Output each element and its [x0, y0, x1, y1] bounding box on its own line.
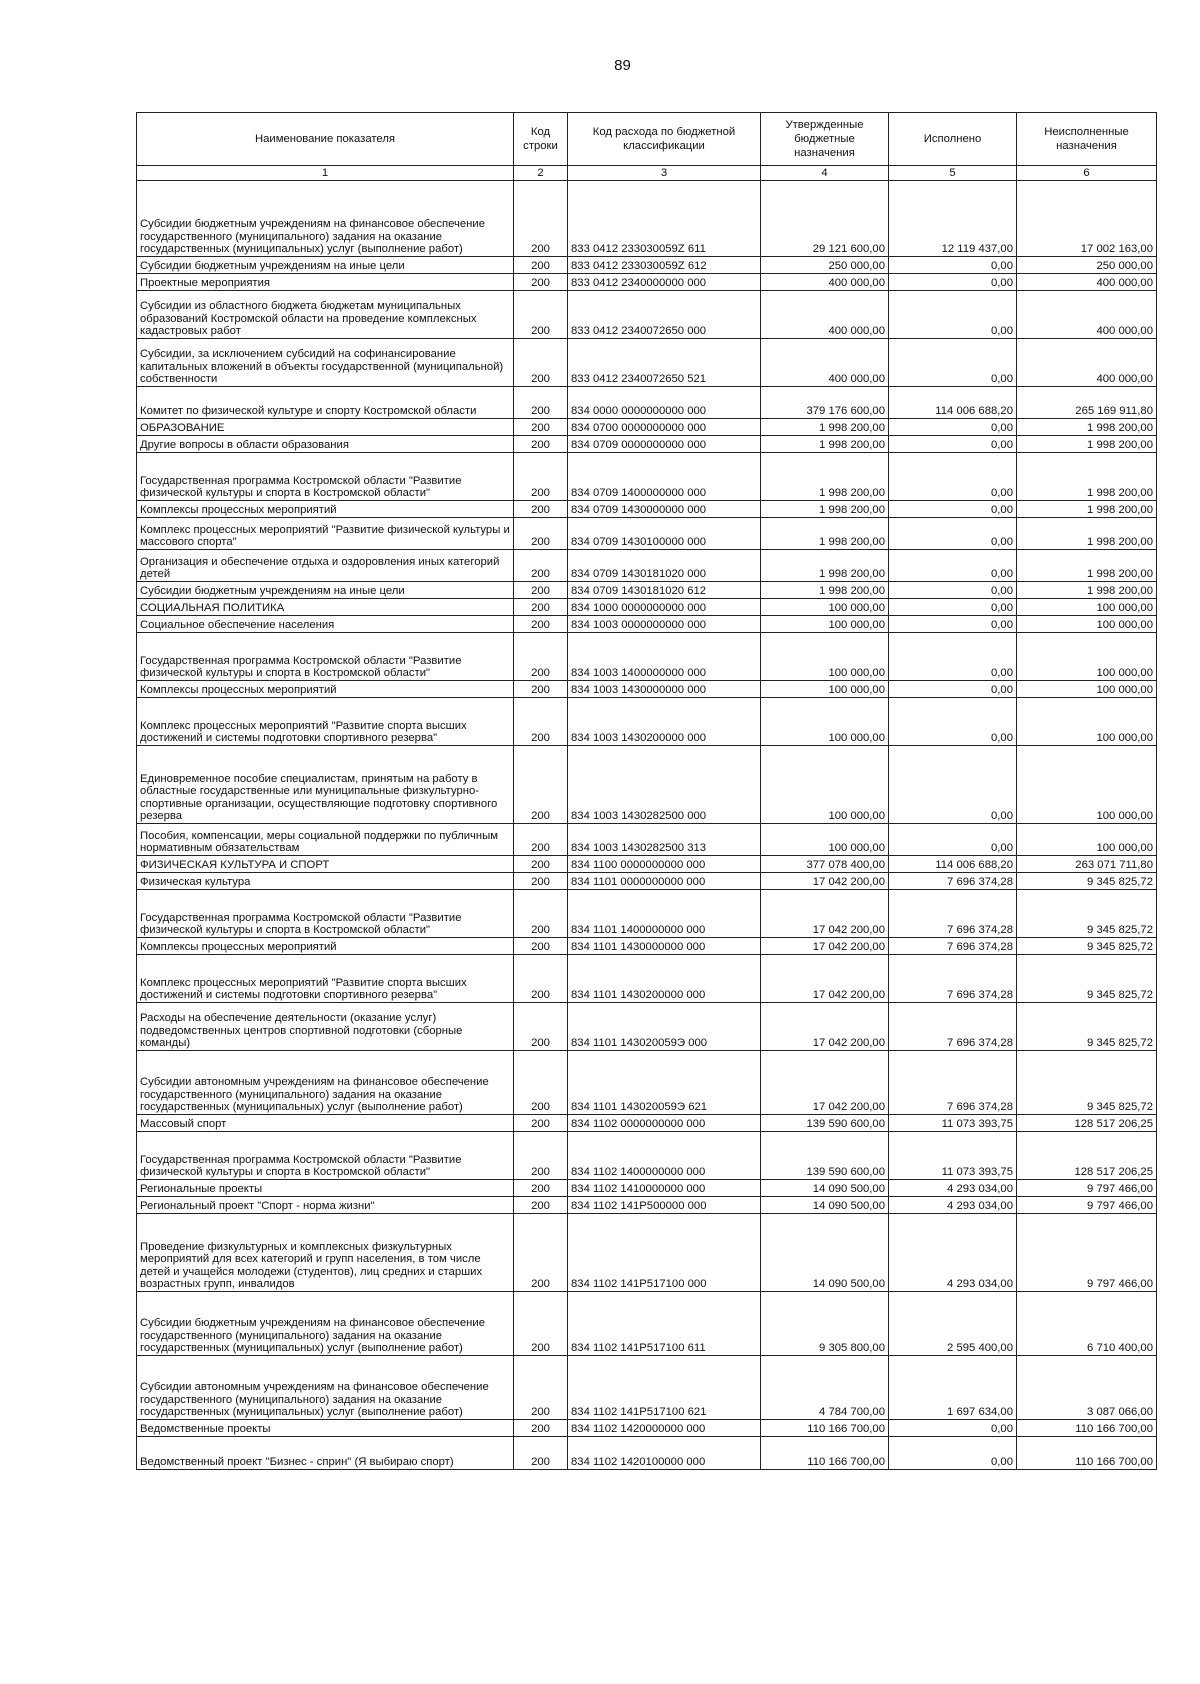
- cell-executed: 1 697 634,00: [889, 1356, 1017, 1420]
- cell-name: Проведение физкультурных и комплексных физкультурных мероприятий для всех категорий и групп населения, в том числе детей и учащейся молодежи (студентов), лиц средних и старших возрастных групп, инвалидов: [137, 1214, 514, 1292]
- cell-unexecuted: 100 000,00: [1017, 698, 1157, 746]
- cell-line-code: 200: [514, 856, 568, 873]
- cell-executed: 11 073 393,75: [889, 1115, 1017, 1132]
- cell-approved: 14 090 500,00: [761, 1214, 889, 1292]
- cell-line-code: 200: [514, 291, 568, 339]
- cell-approved: 100 000,00: [761, 633, 889, 681]
- cell-line-code: 200: [514, 1051, 568, 1115]
- cell-unexecuted: 9 345 825,72: [1017, 1003, 1157, 1051]
- table-body: [137, 181, 1157, 1470]
- cell-classification-code: 833 0412 2340072650 000: [568, 291, 761, 339]
- cell-unexecuted: 1 998 200,00: [1017, 419, 1157, 436]
- cell-classification-code: 834 0709 0000000000 000: [568, 436, 761, 453]
- cell-approved: 400 000,00: [761, 274, 889, 291]
- cell-approved: 1 998 200,00: [761, 582, 889, 599]
- table-row: [137, 274, 1157, 291]
- cell-line-code: 200: [514, 1292, 568, 1356]
- cell-classification-code: 834 1101 1430200000 000: [568, 955, 761, 1003]
- table-row: [137, 616, 1157, 633]
- cell-unexecuted: 1 998 200,00: [1017, 518, 1157, 550]
- column-number: 4: [761, 166, 889, 181]
- cell-approved: 379 176 600,00: [761, 387, 889, 419]
- table-row: [137, 181, 1157, 257]
- cell-approved: 100 000,00: [761, 698, 889, 746]
- table-row: [137, 257, 1157, 274]
- cell-approved: 100 000,00: [761, 616, 889, 633]
- cell-approved: 400 000,00: [761, 339, 889, 387]
- cell-line-code: 200: [514, 873, 568, 890]
- cell-classification-code: 833 0412 233030059Z 611: [568, 181, 761, 257]
- cell-executed: 0,00: [889, 501, 1017, 518]
- cell-name: Субсидии, за исключением субсидий на софинансирование капитальных вложений в объекты государственной (муниципальной) собственности: [137, 339, 514, 387]
- cell-line-code: 200: [514, 1356, 568, 1420]
- cell-name: Организация и обеспечение отдыха и оздоровления иных категорий детей: [137, 550, 514, 582]
- cell-executed: 0,00: [889, 339, 1017, 387]
- cell-executed: 114 006 688,20: [889, 856, 1017, 873]
- cell-approved: 17 042 200,00: [761, 955, 889, 1003]
- cell-name: Комплексы процессных мероприятий: [137, 938, 514, 955]
- cell-unexecuted: 250 000,00: [1017, 257, 1157, 274]
- cell-line-code: 200: [514, 1214, 568, 1292]
- cell-classification-code: 833 0412 2340072650 521: [568, 339, 761, 387]
- cell-executed: 0,00: [889, 518, 1017, 550]
- cell-classification-code: 834 0709 1430181020 000: [568, 550, 761, 582]
- cell-executed: 0,00: [889, 824, 1017, 856]
- cell-line-code: 200: [514, 419, 568, 436]
- column-number: 1: [137, 166, 514, 181]
- table-row: [137, 1214, 1157, 1292]
- cell-name: Комплекс процессных мероприятий "Развитие спорта высших достижений и системы подготовки спортивного резерва": [137, 955, 514, 1003]
- table-row: [137, 1420, 1157, 1437]
- cell-classification-code: 834 1003 1430282500 313: [568, 824, 761, 856]
- table-row: [137, 1292, 1157, 1356]
- cell-approved: 377 078 400,00: [761, 856, 889, 873]
- cell-approved: 1 998 200,00: [761, 453, 889, 501]
- cell-approved: 110 166 700,00: [761, 1420, 889, 1437]
- cell-classification-code: 834 1000 0000000000 000: [568, 599, 761, 616]
- cell-executed: 2 595 400,00: [889, 1292, 1017, 1356]
- cell-unexecuted: 100 000,00: [1017, 824, 1157, 856]
- cell-approved: 29 121 600,00: [761, 181, 889, 257]
- table-row: [137, 1051, 1157, 1115]
- cell-name: Комплекс процессных мероприятий "Развитие физической культуры и массового спорта": [137, 518, 514, 550]
- cell-line-code: 200: [514, 257, 568, 274]
- cell-unexecuted: 17 002 163,00: [1017, 181, 1157, 257]
- cell-executed: 0,00: [889, 698, 1017, 746]
- cell-approved: 1 998 200,00: [761, 518, 889, 550]
- cell-executed: 0,00: [889, 274, 1017, 291]
- cell-approved: 139 590 600,00: [761, 1132, 889, 1180]
- cell-unexecuted: 9 797 466,00: [1017, 1180, 1157, 1197]
- cell-classification-code: 834 1003 1430200000 000: [568, 698, 761, 746]
- table-row: [137, 633, 1157, 681]
- column-number: 3: [568, 166, 761, 181]
- column-number: 2: [514, 166, 568, 181]
- cell-unexecuted: 1 998 200,00: [1017, 550, 1157, 582]
- table-row: [137, 1132, 1157, 1180]
- cell-name: Субсидии бюджетным учреждениям на иные цели: [137, 257, 514, 274]
- cell-unexecuted: 100 000,00: [1017, 681, 1157, 698]
- cell-line-code: 200: [514, 698, 568, 746]
- cell-name: Государственная программа Костромской области "Развитие физической культуры и спорта в Костромской области": [137, 633, 514, 681]
- cell-approved: 100 000,00: [761, 599, 889, 616]
- cell-line-code: 200: [514, 387, 568, 419]
- cell-executed: 7 696 374,28: [889, 1051, 1017, 1115]
- cell-name: Пособия, компенсации, меры социальной поддержки по публичным нормативным обязательствам: [137, 824, 514, 856]
- table-row: [137, 873, 1157, 890]
- cell-line-code: 200: [514, 633, 568, 681]
- table-row: [137, 938, 1157, 955]
- cell-line-code: 200: [514, 746, 568, 824]
- cell-executed: 0,00: [889, 453, 1017, 501]
- cell-approved: 1 998 200,00: [761, 419, 889, 436]
- cell-classification-code: 834 1003 0000000000 000: [568, 616, 761, 633]
- cell-unexecuted: 3 087 066,00: [1017, 1356, 1157, 1420]
- cell-name: Физическая культура: [137, 873, 514, 890]
- cell-executed: 4 293 034,00: [889, 1180, 1017, 1197]
- cell-unexecuted: 400 000,00: [1017, 291, 1157, 339]
- header-approved: Утвержденные бюджетные назначения: [761, 113, 889, 166]
- cell-approved: 4 784 700,00: [761, 1356, 889, 1420]
- cell-classification-code: 834 1102 1410000000 000: [568, 1180, 761, 1197]
- cell-line-code: 200: [514, 890, 568, 938]
- cell-line-code: 200: [514, 1003, 568, 1051]
- cell-line-code: 200: [514, 274, 568, 291]
- cell-executed: 0,00: [889, 582, 1017, 599]
- cell-approved: 1 998 200,00: [761, 501, 889, 518]
- cell-classification-code: 834 0709 1430000000 000: [568, 501, 761, 518]
- cell-line-code: 200: [514, 582, 568, 599]
- cell-unexecuted: 265 169 911,80: [1017, 387, 1157, 419]
- cell-classification-code: 834 1003 1430282500 000: [568, 746, 761, 824]
- cell-line-code: 200: [514, 550, 568, 582]
- header-executed: Исполнено: [889, 113, 1017, 166]
- cell-name: Государственная программа Костромской области "Развитие физической культуры и спорта в Костромской области": [137, 1132, 514, 1180]
- cell-name: Единовременное пособие специалистам, принятым на работу в областные государственные или муниципальные физкультурно-спортивные организации, осуществляющие подготовку спортивного резерва: [137, 746, 514, 824]
- table-row: [137, 955, 1157, 1003]
- cell-executed: 7 696 374,28: [889, 938, 1017, 955]
- cell-name: Расходы на обеспечение деятельности (оказание услуг) подведомственных центров спортивной подготовки (сборные команды): [137, 1003, 514, 1051]
- cell-classification-code: 834 0709 1400000000 000: [568, 453, 761, 501]
- cell-name: Субсидии автономным учреждениям на финансовое обеспечение государственного (муниципального) задания на оказание государственных (муниципальных) услуг (выполнение работ): [137, 1051, 514, 1115]
- cell-name: Государственная программа Костромской области "Развитие физической культуры и спорта в Костромской области": [137, 453, 514, 501]
- cell-approved: 100 000,00: [761, 824, 889, 856]
- cell-line-code: 200: [514, 518, 568, 550]
- cell-approved: 400 000,00: [761, 291, 889, 339]
- cell-classification-code: 834 1100 0000000000 000: [568, 856, 761, 873]
- cell-approved: 17 042 200,00: [761, 1051, 889, 1115]
- cell-executed: 0,00: [889, 681, 1017, 698]
- cell-unexecuted: 1 998 200,00: [1017, 453, 1157, 501]
- budget-execution-table: [136, 112, 1157, 1470]
- cell-classification-code: 834 1101 1430000000 000: [568, 938, 761, 955]
- table-row: [137, 890, 1157, 938]
- table-row: [137, 1356, 1157, 1420]
- cell-name: Ведомственный проект "Бизнес - cприн" (Я выбираю спорт): [137, 1437, 514, 1470]
- cell-classification-code: 834 1102 141P517100 611: [568, 1292, 761, 1356]
- table-row: [137, 419, 1157, 436]
- table-row: [137, 339, 1157, 387]
- column-number: 6: [1017, 166, 1157, 181]
- table-row: [137, 599, 1157, 616]
- table-row: [137, 501, 1157, 518]
- table-row: [137, 1003, 1157, 1051]
- table-row: [137, 291, 1157, 339]
- cell-unexecuted: 9 797 466,00: [1017, 1197, 1157, 1214]
- cell-line-code: 200: [514, 681, 568, 698]
- cell-name: Региональный проект "Спорт - норма жизни": [137, 1197, 514, 1214]
- cell-line-code: 200: [514, 339, 568, 387]
- cell-executed: 0,00: [889, 599, 1017, 616]
- cell-name: Социальное обеспечение населения: [137, 616, 514, 633]
- header-name: Наименование показателя: [137, 113, 514, 166]
- cell-executed: 4 293 034,00: [889, 1214, 1017, 1292]
- table-row: [137, 453, 1157, 501]
- cell-name: СОЦИАЛЬНАЯ ПОЛИТИКА: [137, 599, 514, 616]
- table-row: [137, 1437, 1157, 1470]
- header-unexecuted: Неисполненные назначения: [1017, 113, 1157, 166]
- cell-unexecuted: 128 517 206,25: [1017, 1132, 1157, 1180]
- cell-name: ОБРАЗОВАНИЕ: [137, 419, 514, 436]
- cell-unexecuted: 110 166 700,00: [1017, 1420, 1157, 1437]
- cell-executed: 0,00: [889, 419, 1017, 436]
- cell-approved: 17 042 200,00: [761, 873, 889, 890]
- cell-unexecuted: 110 166 700,00: [1017, 1437, 1157, 1470]
- cell-approved: 100 000,00: [761, 746, 889, 824]
- cell-executed: 0,00: [889, 257, 1017, 274]
- cell-unexecuted: 100 000,00: [1017, 746, 1157, 824]
- cell-classification-code: 834 1102 141P517100 621: [568, 1356, 761, 1420]
- cell-unexecuted: 100 000,00: [1017, 633, 1157, 681]
- cell-line-code: 200: [514, 616, 568, 633]
- cell-name: Субсидии бюджетным учреждениям на иные цели: [137, 582, 514, 599]
- cell-name: Государственная программа Костромской области "Развитие физической культуры и спорта в Костромской области": [137, 890, 514, 938]
- cell-approved: 110 166 700,00: [761, 1437, 889, 1470]
- cell-line-code: 200: [514, 1420, 568, 1437]
- cell-unexecuted: 9 797 466,00: [1017, 1214, 1157, 1292]
- cell-classification-code: 834 1102 1400000000 000: [568, 1132, 761, 1180]
- table-row: [137, 550, 1157, 582]
- cell-classification-code: 834 1003 1430000000 000: [568, 681, 761, 698]
- cell-classification-code: 834 1102 141P500000 000: [568, 1197, 761, 1214]
- cell-classification-code: 834 1102 141P517100 000: [568, 1214, 761, 1292]
- table-row: [137, 518, 1157, 550]
- cell-approved: 17 042 200,00: [761, 890, 889, 938]
- column-number: 5: [889, 166, 1017, 181]
- cell-line-code: 200: [514, 938, 568, 955]
- cell-executed: 0,00: [889, 550, 1017, 582]
- cell-name: Субсидии бюджетным учреждениям на финансовое обеспечение государственного (муниципального) задания на оказание государственных (муниципальных) услуг (выполнение работ): [137, 1292, 514, 1356]
- cell-name: Массовый спорт: [137, 1115, 514, 1132]
- cell-line-code: 200: [514, 1437, 568, 1470]
- table-row: [137, 681, 1157, 698]
- cell-line-code: 200: [514, 436, 568, 453]
- cell-approved: 1 998 200,00: [761, 550, 889, 582]
- cell-line-code: 200: [514, 1115, 568, 1132]
- cell-name: Комплекс процессных мероприятий "Развитие спорта высших достижений и системы подготовки спортивного резерва": [137, 698, 514, 746]
- cell-name: Региональные проекты: [137, 1180, 514, 1197]
- cell-classification-code: 834 1101 143020059Э 621: [568, 1051, 761, 1115]
- cell-approved: 17 042 200,00: [761, 1003, 889, 1051]
- cell-approved: 100 000,00: [761, 681, 889, 698]
- cell-classification-code: 833 0412 233030059Z 612: [568, 257, 761, 274]
- cell-approved: 14 090 500,00: [761, 1180, 889, 1197]
- cell-classification-code: 834 1003 1400000000 000: [568, 633, 761, 681]
- cell-unexecuted: 1 998 200,00: [1017, 501, 1157, 518]
- cell-executed: 0,00: [889, 1437, 1017, 1470]
- cell-line-code: 200: [514, 1180, 568, 1197]
- cell-executed: 0,00: [889, 746, 1017, 824]
- cell-approved: 250 000,00: [761, 257, 889, 274]
- table-row: [137, 1197, 1157, 1214]
- cell-executed: 0,00: [889, 436, 1017, 453]
- page-number: 89: [614, 57, 631, 74]
- table-row: [137, 698, 1157, 746]
- table-row: [137, 856, 1157, 873]
- cell-executed: 4 293 034,00: [889, 1197, 1017, 1214]
- cell-classification-code: 834 1102 0000000000 000: [568, 1115, 761, 1132]
- cell-executed: 11 073 393,75: [889, 1132, 1017, 1180]
- cell-approved: 139 590 600,00: [761, 1115, 889, 1132]
- cell-classification-code: 833 0412 2340000000 000: [568, 274, 761, 291]
- cell-line-code: 200: [514, 453, 568, 501]
- cell-unexecuted: 100 000,00: [1017, 616, 1157, 633]
- table-row: [137, 387, 1157, 419]
- cell-name: Субсидии автономным учреждениям на финансовое обеспечение государственного (муниципального) задания на оказание государственных (муниципальных) услуг (выполнение работ): [137, 1356, 514, 1420]
- cell-unexecuted: 1 998 200,00: [1017, 582, 1157, 599]
- cell-name: Ведомственные проекты: [137, 1420, 514, 1437]
- cell-name: Субсидии из областного бюджета бюджетам муниципальных образований Костромской области на проведение комплексных кадастровых работ: [137, 291, 514, 339]
- cell-classification-code: 834 0709 1430181020 612: [568, 582, 761, 599]
- cell-classification-code: 834 1101 143020059Э 000: [568, 1003, 761, 1051]
- cell-unexecuted: 9 345 825,72: [1017, 955, 1157, 1003]
- cell-executed: 114 006 688,20: [889, 387, 1017, 419]
- cell-line-code: 200: [514, 824, 568, 856]
- cell-executed: 0,00: [889, 291, 1017, 339]
- cell-unexecuted: 9 345 825,72: [1017, 1051, 1157, 1115]
- cell-approved: 1 998 200,00: [761, 436, 889, 453]
- cell-line-code: 200: [514, 955, 568, 1003]
- cell-line-code: 200: [514, 1197, 568, 1214]
- table-row: [137, 1115, 1157, 1132]
- cell-classification-code: 834 0700 0000000000 000: [568, 419, 761, 436]
- header-row: [137, 113, 1157, 166]
- cell-name: Другие вопросы в области образования: [137, 436, 514, 453]
- cell-unexecuted: 9 345 825,72: [1017, 938, 1157, 955]
- cell-unexecuted: 400 000,00: [1017, 274, 1157, 291]
- table-row: [137, 746, 1157, 824]
- cell-line-code: 200: [514, 501, 568, 518]
- cell-unexecuted: 6 710 400,00: [1017, 1292, 1157, 1356]
- cell-unexecuted: 9 345 825,72: [1017, 890, 1157, 938]
- table-row: [137, 1180, 1157, 1197]
- cell-unexecuted: 263 071 711,80: [1017, 856, 1157, 873]
- cell-name: Комитет по физической культуре и спорту Костромской области: [137, 387, 514, 419]
- cell-unexecuted: 1 998 200,00: [1017, 436, 1157, 453]
- cell-classification-code: 834 0000 0000000000 000: [568, 387, 761, 419]
- table-row: [137, 436, 1157, 453]
- cell-approved: 9 305 800,00: [761, 1292, 889, 1356]
- cell-line-code: 200: [514, 181, 568, 257]
- cell-classification-code: 834 1102 1420000000 000: [568, 1420, 761, 1437]
- cell-executed: 0,00: [889, 633, 1017, 681]
- cell-executed: 12 119 437,00: [889, 181, 1017, 257]
- cell-executed: 7 696 374,28: [889, 955, 1017, 1003]
- cell-classification-code: 834 1101 0000000000 000: [568, 873, 761, 890]
- table-row: [137, 582, 1157, 599]
- column-number-row: [137, 166, 1157, 181]
- cell-name: Проектные мероприятия: [137, 274, 514, 291]
- cell-unexecuted: 100 000,00: [1017, 599, 1157, 616]
- cell-unexecuted: 400 000,00: [1017, 339, 1157, 387]
- cell-classification-code: 834 1101 1400000000 000: [568, 890, 761, 938]
- cell-approved: 17 042 200,00: [761, 938, 889, 955]
- cell-classification-code: 834 0709 1430100000 000: [568, 518, 761, 550]
- cell-name: Комплексы процессных мероприятий: [137, 501, 514, 518]
- cell-name: Комплексы процессных мероприятий: [137, 681, 514, 698]
- cell-executed: 0,00: [889, 616, 1017, 633]
- cell-executed: 7 696 374,28: [889, 890, 1017, 938]
- cell-executed: 7 696 374,28: [889, 873, 1017, 890]
- cell-line-code: 200: [514, 599, 568, 616]
- cell-executed: 0,00: [889, 1420, 1017, 1437]
- header-line-code: Код строки: [514, 113, 568, 166]
- cell-unexecuted: 9 345 825,72: [1017, 873, 1157, 890]
- cell-name: ФИЗИЧЕСКАЯ КУЛЬТУРА И СПОРТ: [137, 856, 514, 873]
- cell-line-code: 200: [514, 1132, 568, 1180]
- table-row: [137, 824, 1157, 856]
- cell-executed: 7 696 374,28: [889, 1003, 1017, 1051]
- cell-approved: 14 090 500,00: [761, 1197, 889, 1214]
- cell-name: Субсидии бюджетным учреждениям на финансовое обеспечение государственного (муниципального) задания на оказание государственных (муниципальных) услуг (выполнение работ): [137, 181, 514, 257]
- header-classification-code: Код расхода по бюджетной классификации: [568, 113, 761, 166]
- cell-unexecuted: 128 517 206,25: [1017, 1115, 1157, 1132]
- cell-classification-code: 834 1102 1420100000 000: [568, 1437, 761, 1470]
